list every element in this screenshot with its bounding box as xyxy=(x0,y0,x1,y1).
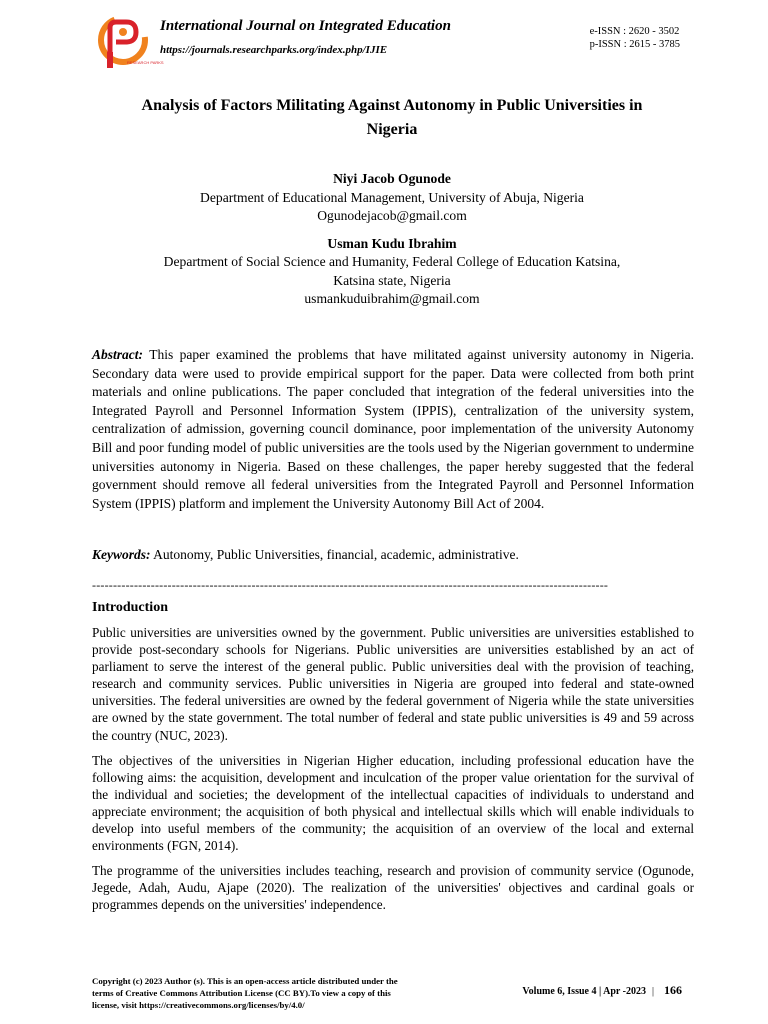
author-affiliation: Department of Social Science and Humanity, Federal College of Education Katsina, xyxy=(163,254,621,269)
footer-volume xyxy=(522,983,682,998)
author-affiliation-2: Katsina state, Nigeria xyxy=(333,272,451,288)
abstract-text: This paper examined the problems that have militated against university autonomy in Nigeria. Secondary data were used to provide empirical support for the paper. Data were collected from both print materials and online publications. The paper concluded that integration of the federal universities into the Integrated Payroll and Personnel Information System (IPPIS), centralization of the university system, centralization of admission, governing council dominance, poor implementation of the university Autonomy Bill and poor funding model of public universities are the tools used by the Nigerian government to undermine universities autonomy in Nigeria. Based on these challenges, the paper hereby suggested that the federal government should remove all federal universities from the Integrated Payroll and Personnel Information System (IPPIS) platform and implement the University Autonomy Bill Act of 2004. xyxy=(92,347,694,511)
copyright-line: terms of Creative Commons Attribution License (CC BY).To view a copy of this xyxy=(92,988,391,998)
keywords xyxy=(92,546,694,564)
volume-issue: Volume 6, Issue 4 | Apr -2023 xyxy=(522,986,646,997)
paragraph: Public universities are universities owned by the government. Public universities are universities established to provide post-secondary schools for Nigerians. Public universities are universities established by an act of parliament to serve the interest of the general public. Public universities deal with the provision of teaching, research and community services. Public universities in Nigeria are grouped into federal and state-owned universities. The federal universities are owned by the federal government of Nigeria while the state universities are owned by the state government. The total number of federal and state public universities is 49 and 59 across the country (NUC, 2023). xyxy=(92,625,694,743)
journal-url[interactable]: https://journals.researchparks.org/index.php/IJIE xyxy=(160,44,388,56)
author-email[interactable]: usmankuduibrahim@gmail.com xyxy=(304,291,480,306)
eissn: e-ISSN : 2620 - 3502 xyxy=(589,26,680,37)
keywords-text: Autonomy, Public Universities, financial, academic, administrative. xyxy=(153,547,519,562)
copyright-line[interactable]: license, visit https://creativecommons.org/licenses/by/4.0/ xyxy=(92,1000,305,1010)
author-name: Niyi Jacob Ogunode xyxy=(333,171,451,186)
paragraph: The programme of the universities includes teaching, research and provision of community service (Ogunode, Jegede, Adah, Audu, Ajape (2020). The realization of the universities' objectives and cardinal goals or programmes depends on the universities' independence. xyxy=(92,863,694,913)
abstract xyxy=(92,346,694,513)
author-email[interactable]: Ogunodejacob@gmail.com xyxy=(317,208,467,223)
copyright-line: Copyright (c) 2023 Author (s). This is an open-access article distributed under the xyxy=(92,976,398,986)
logo-text: RESEARCH PARKS xyxy=(127,60,164,65)
authors xyxy=(92,170,692,309)
title-line-1: Analysis of Factors Militating Against Autonomy in Public Universities in xyxy=(141,97,643,114)
paragraph: The objectives of the universities in Nigerian Higher education, including professional education have the following aims: the acquisition, development and inculcation of the proper value orientation for the survival of the individual and societies; the development of the intellectual capacities of individuals to understand and appreciate environment; the acquisition of both physical and intellectual skills which will enable individuals to develop into useful members of the community; the acquisition of an overview of the local and external environments (FGN, 2014). xyxy=(92,752,694,854)
author-1 xyxy=(92,170,692,226)
section-divider: --------------------------------------------------------------------------------------------------------------------------- xyxy=(92,578,609,592)
page-number: 166 xyxy=(664,983,682,997)
keywords-label: Keywords: xyxy=(92,547,151,562)
issn-block xyxy=(590,25,680,51)
footer-separator: | xyxy=(651,986,654,997)
abstract-label: Abstract: xyxy=(92,347,144,362)
introduction-heading: Introduction xyxy=(92,600,168,615)
author-2 xyxy=(92,235,692,309)
introduction-body xyxy=(92,624,694,922)
journal-title: International Journal on Integrated Education xyxy=(160,18,451,34)
pissn: p-ISSN : 2615 - 3785 xyxy=(589,39,680,50)
title-line-2: Nigeria xyxy=(366,121,418,138)
research-parks-logo xyxy=(96,14,164,72)
paper-title xyxy=(92,94,692,142)
author-name: Usman Kudu Ibrahim xyxy=(327,235,457,251)
author-affiliation: Department of Educational Management, University of Abuja, Nigeria xyxy=(200,189,584,205)
footer-copyright xyxy=(92,975,472,1011)
